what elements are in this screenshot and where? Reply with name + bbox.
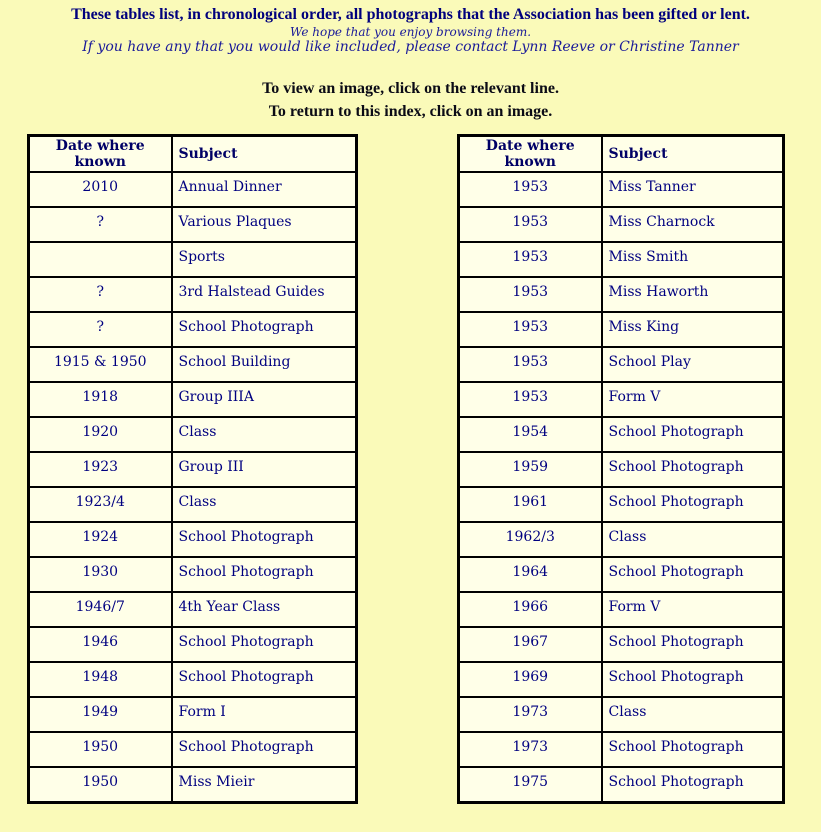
- subject-cell: School Play: [602, 347, 784, 382]
- date-cell: 1930: [29, 557, 172, 592]
- table-row[interactable]: [29, 452, 357, 487]
- column-header-date: Date where known: [459, 136, 602, 173]
- table-row[interactable]: [29, 312, 357, 347]
- date-cell: 1953: [459, 172, 602, 207]
- date-cell: 1953: [459, 277, 602, 312]
- table-row[interactable]: [459, 172, 784, 207]
- table-row[interactable]: [459, 557, 784, 592]
- subject-cell: 3rd Halstead Guides: [172, 277, 357, 312]
- date-cell: 1959: [459, 452, 602, 487]
- date-cell: 1966: [459, 592, 602, 627]
- subject-cell: Miss Mieir: [172, 767, 357, 802]
- subject-cell: Class: [602, 522, 784, 557]
- table-row[interactable]: [459, 382, 784, 417]
- table-row[interactable]: [459, 767, 784, 802]
- table-row[interactable]: [459, 662, 784, 697]
- date-cell: 1923/4: [29, 487, 172, 522]
- column-header-subject: Subject: [172, 136, 357, 173]
- date-cell: 1946/7: [29, 592, 172, 627]
- table-row[interactable]: [29, 522, 357, 557]
- date-cell: ?: [29, 277, 172, 312]
- instruction-return-index: To return to this index, click on an image.: [268, 103, 553, 120]
- subject-cell: Miss King: [602, 312, 784, 347]
- date-cell: 1967: [459, 627, 602, 662]
- table-row[interactable]: [459, 207, 784, 242]
- date-cell: 1953: [459, 312, 602, 347]
- instruction-view-image: To view an image, click on the relevant line.: [262, 80, 559, 97]
- intro-line-2: We hope that you enjoy browsing them.: [289, 25, 532, 39]
- intro-line-1: These tables list, in chronological order, all photographs that the Association has been gifted or lent.: [71, 6, 750, 23]
- left-table-body: [29, 172, 357, 802]
- table-row[interactable]: [459, 522, 784, 557]
- date-cell: 1975: [459, 767, 602, 802]
- date-cell: 1923: [29, 452, 172, 487]
- date-cell: 1920: [29, 417, 172, 452]
- table-row[interactable]: [29, 662, 357, 697]
- date-cell: [29, 242, 172, 277]
- date-cell: 1946: [29, 627, 172, 662]
- subject-cell: Class: [602, 697, 784, 732]
- table-row[interactable]: [29, 382, 357, 417]
- date-cell: 1973: [459, 732, 602, 767]
- subject-cell: Various Plaques: [172, 207, 357, 242]
- subject-cell: Class: [172, 417, 357, 452]
- subject-cell: Miss Haworth: [602, 277, 784, 312]
- table-row[interactable]: [29, 207, 357, 242]
- date-cell: 1953: [459, 347, 602, 382]
- subject-cell: School Photograph: [602, 662, 784, 697]
- subject-cell: Miss Smith: [602, 242, 784, 277]
- right-table-body: [459, 172, 784, 802]
- table-row[interactable]: [459, 487, 784, 522]
- subject-cell: School Photograph: [172, 557, 357, 592]
- subject-cell: Miss Tanner: [602, 172, 784, 207]
- table-row[interactable]: [29, 417, 357, 452]
- table-row[interactable]: [29, 487, 357, 522]
- date-cell: 1950: [29, 732, 172, 767]
- subject-cell: School Photograph: [172, 312, 357, 347]
- subject-cell: School Photograph: [602, 417, 784, 452]
- table-row[interactable]: [459, 697, 784, 732]
- date-cell: ?: [29, 312, 172, 347]
- subject-cell: Form I: [172, 697, 357, 732]
- table-row[interactable]: [459, 452, 784, 487]
- table-row[interactable]: [29, 627, 357, 662]
- table-row[interactable]: [29, 277, 357, 312]
- subject-cell: School Photograph: [172, 627, 357, 662]
- date-cell: 1961: [459, 487, 602, 522]
- subject-cell: School Photograph: [602, 732, 784, 767]
- date-cell: ?: [29, 207, 172, 242]
- table-row[interactable]: [29, 172, 357, 207]
- table-row[interactable]: [459, 592, 784, 627]
- subject-cell: School Photograph: [172, 522, 357, 557]
- table-row[interactable]: [459, 417, 784, 452]
- table-row[interactable]: [29, 592, 357, 627]
- subject-cell: Group IIIA: [172, 382, 357, 417]
- subject-cell: Class: [172, 487, 357, 522]
- subject-cell: Form V: [602, 382, 784, 417]
- date-cell: 1948: [29, 662, 172, 697]
- column-header-date: Date where known: [29, 136, 172, 173]
- date-cell: 1964: [459, 557, 602, 592]
- date-cell: 1918: [29, 382, 172, 417]
- date-cell: 1954: [459, 417, 602, 452]
- table-row[interactable]: [459, 732, 784, 767]
- subject-cell: School Photograph: [602, 767, 784, 802]
- subject-cell: School Photograph: [602, 557, 784, 592]
- table-row[interactable]: [459, 312, 784, 347]
- column-header-subject: Subject: [602, 136, 784, 173]
- subject-cell: School Photograph: [172, 732, 357, 767]
- table-row[interactable]: [29, 242, 357, 277]
- subject-cell: Sports: [172, 242, 357, 277]
- subject-cell: Group III: [172, 452, 357, 487]
- table-header-row: [459, 136, 784, 173]
- subject-cell: Annual Dinner: [172, 172, 357, 207]
- photo-table-right: [457, 134, 785, 804]
- subject-cell: Miss Charnock: [602, 207, 784, 242]
- table-row[interactable]: [29, 347, 357, 382]
- table-row[interactable]: [29, 732, 357, 767]
- date-cell: 1950: [29, 767, 172, 802]
- date-cell: 1953: [459, 207, 602, 242]
- table-row[interactable]: [29, 767, 357, 802]
- date-cell: 1962/3: [459, 522, 602, 557]
- subject-cell: School Photograph: [602, 627, 784, 662]
- table-row[interactable]: [29, 557, 357, 592]
- subject-cell: School Photograph: [602, 487, 784, 522]
- subject-cell: School Building: [172, 347, 357, 382]
- table-row[interactable]: [459, 627, 784, 662]
- photo-table-left: [27, 134, 358, 804]
- subject-cell: School Photograph: [172, 662, 357, 697]
- subject-cell: Form V: [602, 592, 784, 627]
- date-cell: 2010: [29, 172, 172, 207]
- date-cell: 1915 & 1950: [29, 347, 172, 382]
- date-cell: 1953: [459, 242, 602, 277]
- date-cell: 1973: [459, 697, 602, 732]
- intro-line-3: If you have any that you would like included, please contact Lynn Reeve or Christine Tanner: [82, 39, 739, 55]
- date-cell: 1969: [459, 662, 602, 697]
- date-cell: 1953: [459, 382, 602, 417]
- table-row[interactable]: [29, 697, 357, 732]
- table-row[interactable]: [459, 277, 784, 312]
- subject-cell: School Photograph: [602, 452, 784, 487]
- table-row[interactable]: [459, 347, 784, 382]
- table-row[interactable]: [459, 242, 784, 277]
- date-cell: 1949: [29, 697, 172, 732]
- table-header-row: [29, 136, 357, 173]
- date-cell: 1924: [29, 522, 172, 557]
- subject-cell: 4th Year Class: [172, 592, 357, 627]
